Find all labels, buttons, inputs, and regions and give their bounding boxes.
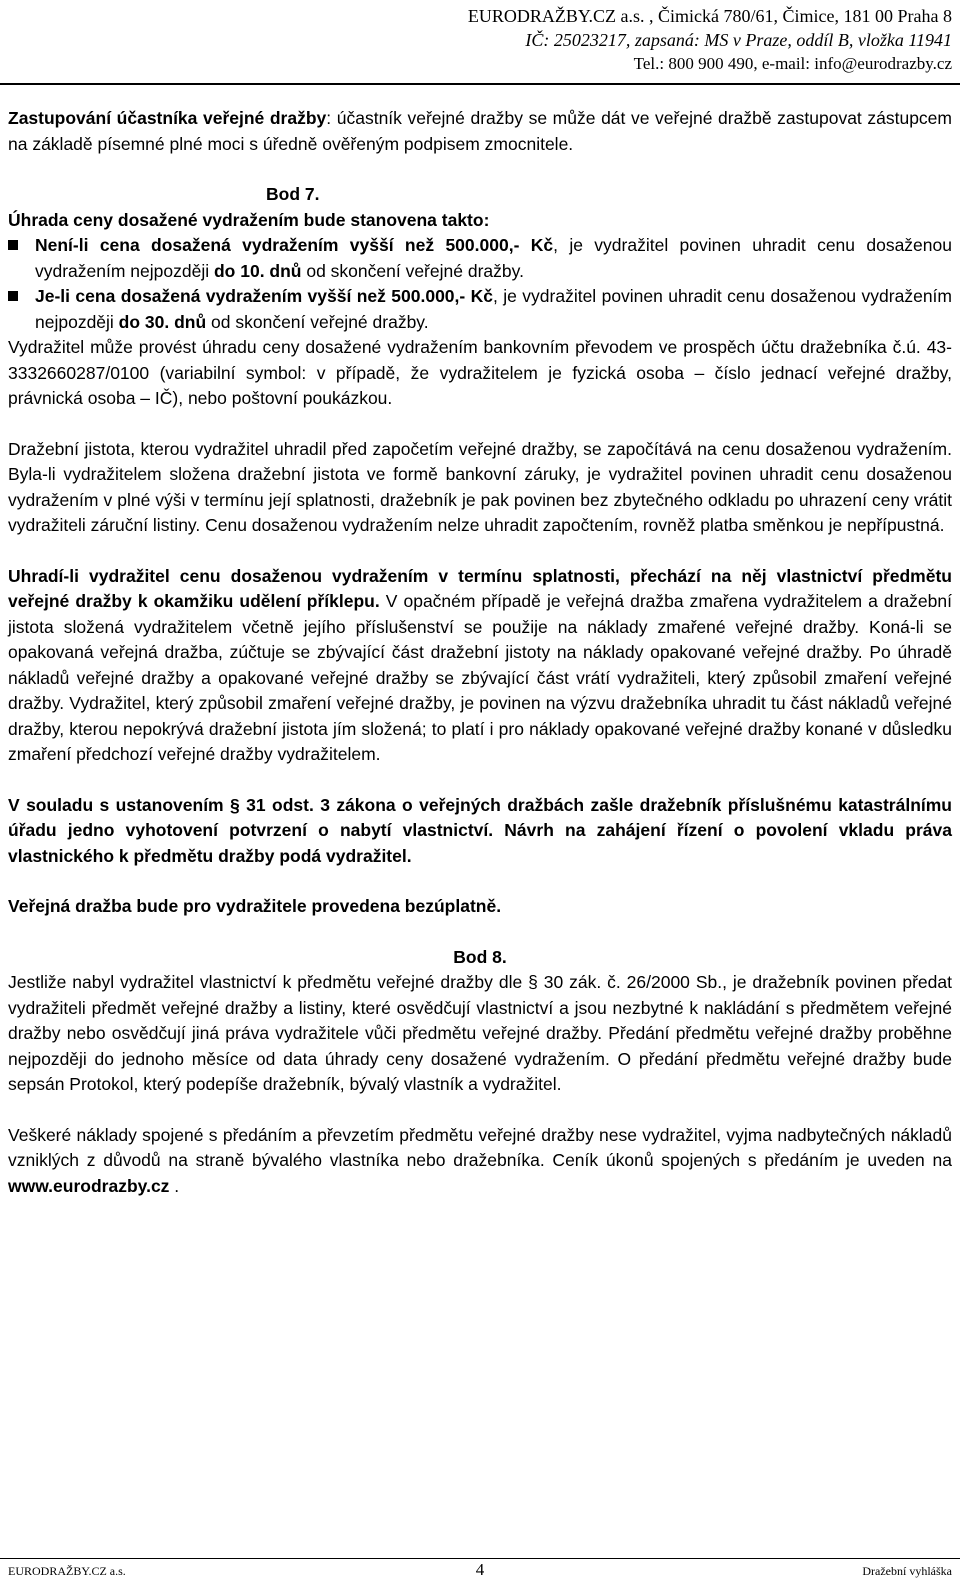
bullet-text: od skončení veřejné dražby. [301,260,524,281]
square-bullet-icon [8,240,18,250]
term-zastupovani: Zastupování účastníka veřejné dražby [8,108,327,128]
bullet-text: od skončení veřejné dražby. [206,311,429,332]
bullet-text: , je vydražitel povinen uhradit cenu dosaženou vydražením nejpozději [35,286,952,332]
document-body [8,106,952,1199]
letterhead [0,4,960,80]
spacer [8,920,952,945]
section-title: Bod 8. [453,946,507,967]
paragraph-zastupovani [8,106,952,157]
spacer [8,869,952,894]
square-bullet-icon [8,291,18,301]
paragraph-bold: Uhradí-li vydražitel cenu dosaženou vydražením v termínu splatnosti, přechází na něj vlastnictví předmětu veřejné dražby k okamžiku udělení příklepu. [8,565,952,611]
list-item [8,284,952,335]
bullet-text: , je vydražitel povinen uhradit cenu dosaženou vydražením nejpozději [35,235,952,281]
section-title: Bod 7. [266,184,320,204]
payment-terms-list [8,233,952,335]
spacer [8,1098,952,1123]
spacer [8,768,952,793]
bullet-deadline: do 10. dnů [213,260,302,281]
website-link[interactable]: www.eurodrazby.cz [8,1175,170,1196]
footer-divider [0,1558,960,1559]
paragraph-jistota: Dražební jistota, kterou vydražitel uhradil před započetím veřejné dražby, se započítává na cenu dosaženou vydražením. Byla-li vydražitelem složena dražební jistota ve formě bankovní záruky, je vydražitel povinen uhradit cenu dosaženou vydražením v plné výši v termínu její splatnosti, dražebník je pak povinen bez zbytečného odkladu po uhrazení ceny vrátit vydražiteli záruční listiny. Cenu dosaženou vydražením nelze uhradit započtením, rovněž platba směnkou je nepřípustná. [8,438,952,535]
spacer [8,539,952,564]
paragraph-text: Veškeré náklady spojené s předáním a převzetím předmětu veřejné dražby nese vydražitel, vyjma nadbytečných nákladů vzniklých z důvodů na straně bývalého vlastníka nebo dražebníka. Ceník úkonů spojených s předáním je uveden na [8,1124,952,1170]
bullet-bold: Je-li cena dosažená vydražením vyšší než 500.000,- Kč [35,286,493,306]
list-item [8,233,952,284]
footer-document-name: Dražební vyhláška [862,1564,952,1578]
paragraph-bold: V souladu s ustanovením § 31 odst. 3 zákona o veřejných dražbách zašle dražebník příslušnému katastrálnímu úřadu jedno vyhotovení potvrzení o nabytí vlastnictví. Návrh na zahájení řízení o povolení vkladu práva vlastnického k předmětu dražby podá vydražitel. [8,794,952,866]
header-divider [0,83,960,85]
paragraph-payment: Vydražitel může provést úhradu ceny dosažené vydražením bankovním převodem ve prospěch účtu dražebníka č.ú. 43-3332660287/0100 (variabilní symbol: v případě, že vydražitelem je fyzická osoba – číslo jednací veřejné dražby, právnická osoba – IČ), nebo poštovní poukázkou. [8,337,952,408]
page-number: 4 [475,1560,485,1579]
bullet-bold: Není-li cena dosažená vydražením vyšší než 500.000,- Kč [35,235,554,255]
letterhead-contact: Tel.: 800 900 490, e-mail: info@eurodrazby.cz [633,54,952,73]
bullet-deadline: do 30. dnů [118,311,207,332]
footer-company: EURODRAŽBY.CZ a.s. [8,1564,126,1578]
paragraph-bezuplatne [8,894,952,920]
letterhead-registration: IČ: 25023217, zapsaná: MS v Praze, oddíl B, vložka 11941 [525,30,952,50]
bod7-intro-text: Úhrada ceny dosažené vydražením bude stanovena takto: [8,209,490,230]
spacer [8,412,952,437]
paragraph-text: : účastník veřejné dražby se může dát ve veřejné dražbě zastupovat zástupcem na základě písemné plné moci s úředně ověřeným podpisem zmocnitele. [8,108,952,154]
paragraph-souladu [8,793,952,870]
paragraph-bold: Veřejná dražba bude pro vydražitele provedena bezúplatně. [8,896,502,916]
spacer [8,157,952,182]
paragraph-text: V opačném případě je veřejná dražba zmařena vydražitelem a dražební jistota složená vydražitelem včetně jejího příslušenství se použije na náklady zmařené veřejné dražby. Koná-li se opakovaná veřejná dražba, zúčtuje se zbývající část dražební jistoty na náklady opakované veřejné dražby. Po úhradě nákladů veřejné dražby a opakované veřejné dražby se zbývající část vrátí vydražiteli, který způsobil zmaření veřejné dražby. Vydražitel, který způsobil zmaření veřejné dražby, je povinen na výzvu dražebníka uhradit tu část nákladů veřejné dražby, kterou nepokrývá dražební jistota jím složená; to platí i pro náklady opakované veřejné dražby konané v důsledku zmaření předchozí veřejné dražby vydražitelem. [8,591,952,764]
page-footer [0,1560,960,1581]
bod7-intro [8,208,952,234]
paragraph-text: . [169,1175,180,1196]
paragraph-bod8: Jestliže nabyl vydražitel vlastnictví k předmětu veřejné dražby dle § 30 zák. č. 26/2000 Sb., je dražebník povinen předat vydražiteli předmět veřejné dražby a listiny, které osvědčují vlastnictví a jsou nezbytné k nakládání s předmětem veřejné dražby nebo osvědčují jiná práva vydražitele vůči předmětu veřejné dražby. Předání předmětu veřejné dražby proběhne nejpozději do jednoho měsíce od data úhrady ceny dosažené vydražením. O předání předmětu veřejné dražby bude sepsán Protokol, který podepíše dražebník, bývalý vlastník a vydražitel. [8,972,952,1094]
section-heading-bod8 [8,945,952,971]
letterhead-company: EURODRAŽBY.CZ a.s. , Čimická 780/61, Čimice, 181 00 Praha 8 [467,6,952,26]
paragraph-uhradi [8,564,952,768]
section-heading-bod7 [8,182,952,208]
paragraph-naklady [8,1123,952,1200]
